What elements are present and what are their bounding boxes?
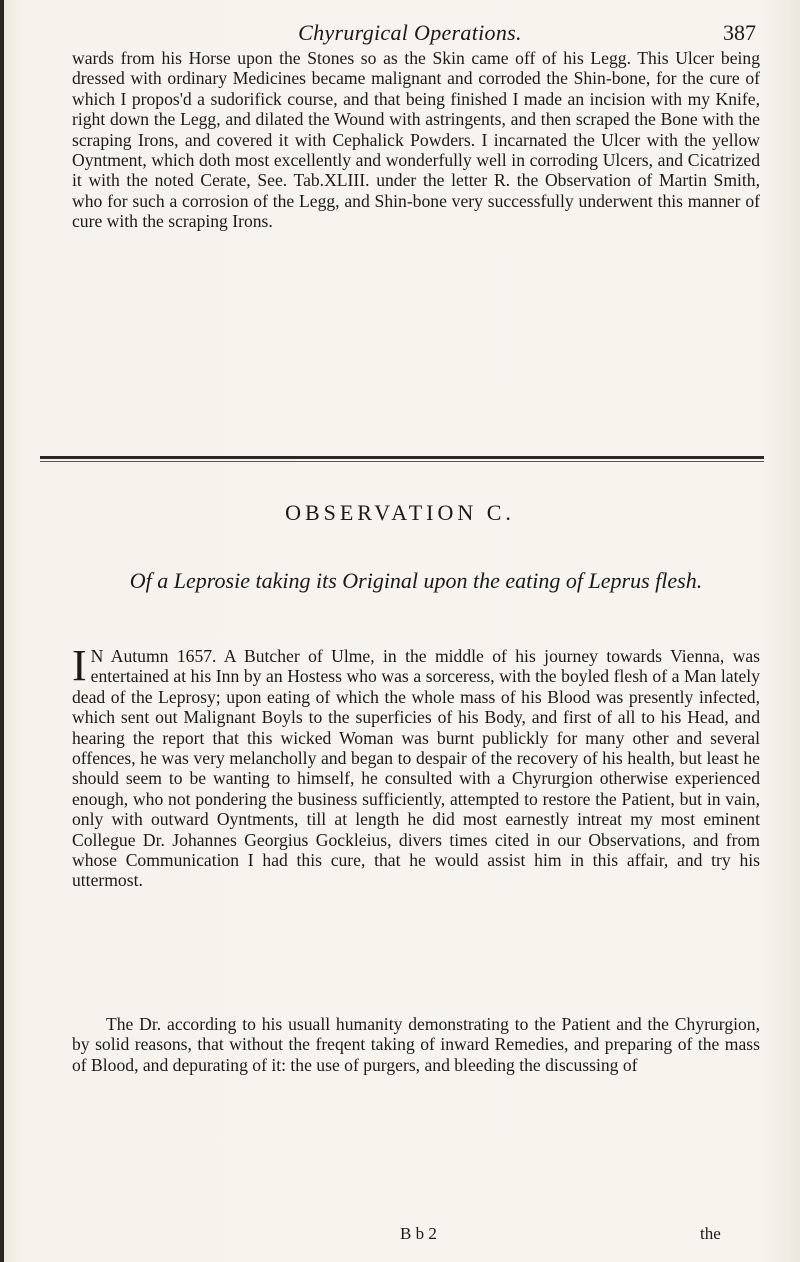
observation-heading: OBSERVATION C. <box>285 500 515 525</box>
observation-subheading: Of a Leprosie taking its Original upon the eating of Leprus flesh. <box>129 568 703 593</box>
paragraph-case-continuation: wards from his Horse upon the Stones so as the Skin came off of his Legg. This Ulcer being dressed with ordinary Medicines became malignant and corroded the Shin-bone, for the cure of which I propos'd a sudorifick course, and that being finished I made an incision with my Knife, right down the Legg, and dilated the Wound with astringents, and then scraped the Bone with the scraping Irons, and covered it with Cephalick Powders. I incarnated the Ulcer with the yellow Oyntment, which doth most excellently and wonderfully well in corroding Ulcers, and Cicatrized it with the noted Cerate, See. Tab.XLIII. under the letter R. the Observation of Martin Smith, who for such a corrosion of the Legg, and Shin-bone very successfully underwent this manner of cure with the scraping Irons. <box>72 48 760 232</box>
paragraph-observation-body <box>72 641 760 891</box>
catchword: the <box>700 1224 721 1243</box>
page-number: 387 <box>723 20 756 45</box>
binding-edge <box>0 0 4 1262</box>
running-title: Chyrurgical Operations. <box>298 20 522 45</box>
paragraph-observation-text: N Autumn 1657. A Butcher of Ulme, in the middle of his journey towards Vienna, was entertained at his Inn by an Hostess who was a sorceress, with the boyled flesh of a Man lately dead of the Leprosy; upon eating of which the whole mass of his Blood was presently infected, which sent out Malignant Boyls to the superficies of his Body, and first of all to his Head, and hearing the report that this wicked Woman was burnt publickly for many other and several offences, he was very melancholly and began to despair of the recovery of his health, but least he should seem to be wanting to himself, he consulted with a Chyrurgion otherwise experienced enough, who not pondering the business sufficiently, attempted to restore the Patient, but in vain, only with outward Oyntments, till at length he did most earnestly intreat my most eminent Collegue Dr. Johannes Georgius Gockleius, divers times cited in our Observations, and from whose Communication I had this cure, that he would assist him in this affair, and try his uttermost. <box>72 646 760 891</box>
page-header <box>60 20 760 50</box>
section-divider <box>40 456 764 459</box>
drop-cap: I <box>72 641 87 690</box>
section-divider-thin <box>40 461 764 462</box>
signature-mark: B b 2 <box>400 1224 437 1243</box>
paragraph-treatment: The Dr. according to his usuall humanity demonstrating to the Patient and the Chyrurgion, by solid reasons, that without the freqent taking of inward Remedies, and preparing of the mass of Blood, and depurating of it: the use of purgers, and bleeding the discussing of <box>72 1014 760 1075</box>
